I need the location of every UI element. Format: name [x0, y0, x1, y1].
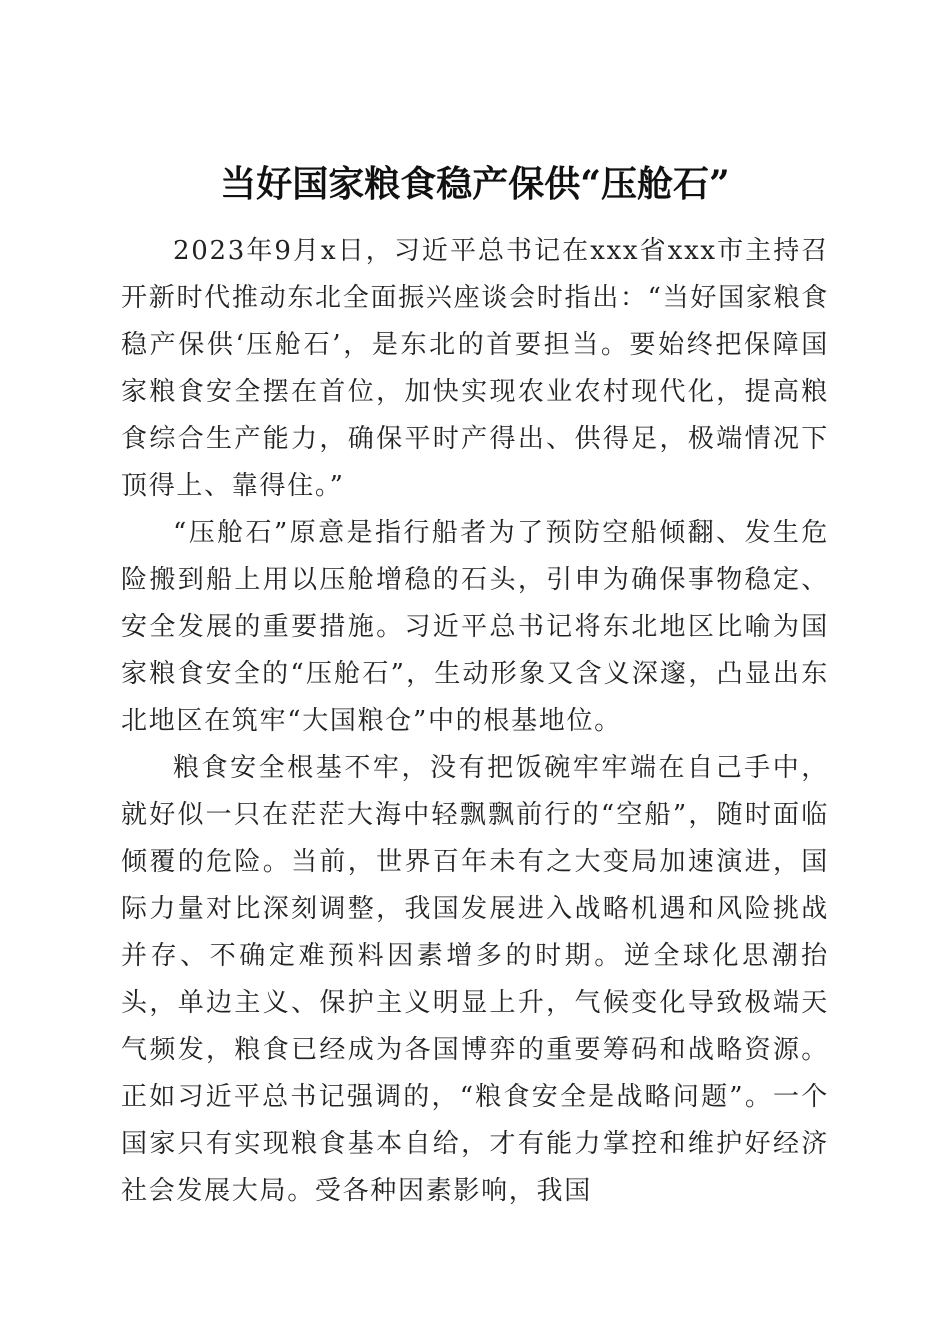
paragraph-3: 粮食安全根基不牢，没有把饭碗牢牢端在自己手中，就好似一只在茫茫大海中轻飘飘前行的“空船”，随时面临倾覆的危险。当前，世界百年未有之大变局加速演进，国际力量对比深刻调整，我国发展进入战略机遇和风险挑战并存、不确定难预料因素增多的时期。逆全球化思潮抬头，单边主义、保护主义明显上升，气候变化导致极端天气频发，粮食已经成为各国博弈的重要筹码和战略资源。正如习近平总书记强调的，“粮食安全是战略问题”。一个国家只有实现粮食基本自给，才有能力掌控和维护好经济社会发展大局。受各种因素影响，我国 [121, 753, 829, 1206]
paragraph-2: “压舱石”原意是指行船者为了预防空船倾翻、发生危险搬到船上用以压舱增稳的石头，引申为确保事物稳定、安全发展的重要措施。习近平总书记将东北地区比喻为国家粮食安全的“压舱石”，生动形象又含义深邃，凸显出东北地区在筑牢“大国粮仓”中的根基地位。 [121, 518, 829, 736]
document-title: 当好国家粮食稳产保供“压舱石” [220, 163, 730, 206]
paragraph-1: 2023年9月x日，习近平总书记在xxx省xxx市主持召开新时代推动东北全面振兴座谈会时指出：“当好国家粮食稳产保供‘压舱石’，是东北的首要担当。要始终把保障国家粮食安全摆在首位，加快实现农业农村现代化，提高粮食综合生产能力，确保平时产得出、供得足，极端情况下顶得上、靠得住。” [121, 236, 829, 501]
document-body [121, 228, 829, 1215]
